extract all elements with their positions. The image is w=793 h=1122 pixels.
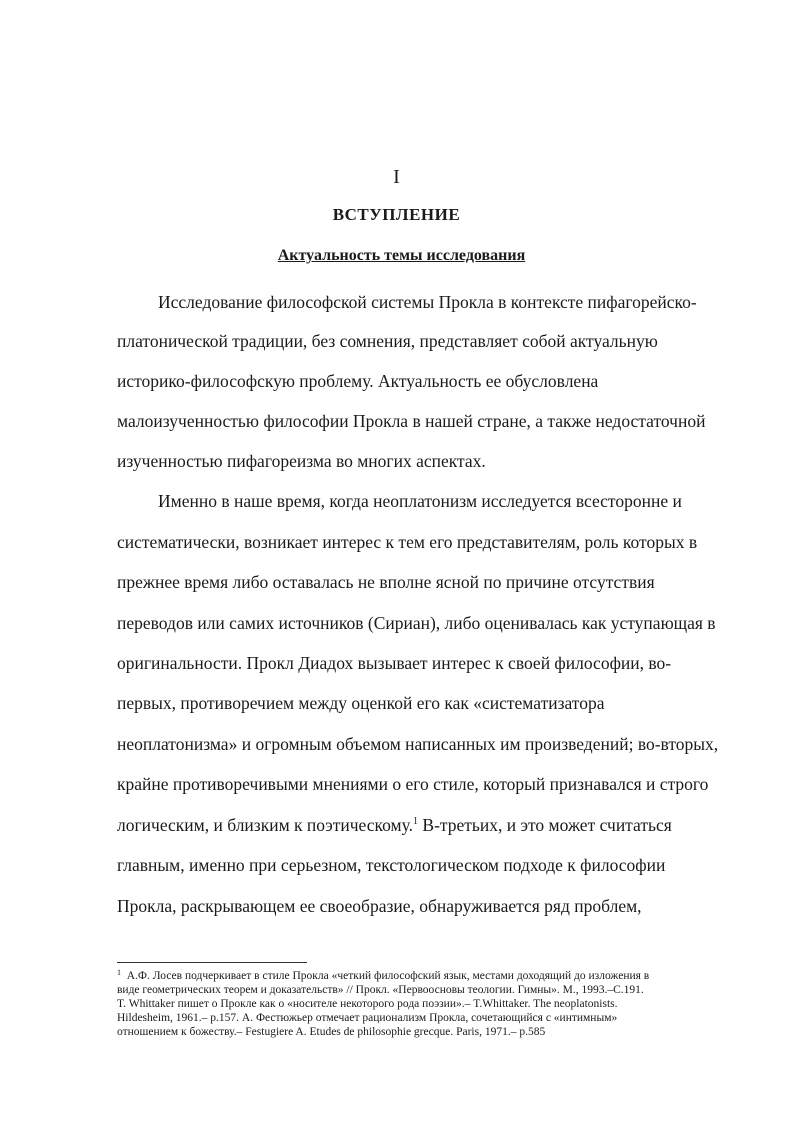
- footnote-divider: [117, 962, 307, 963]
- footnote-line: виде геометрических теорем и доказательств» // Прокл. «Первоосновы теологии. Гимны». М., 1993.–С.191.: [117, 984, 644, 996]
- text-line: Исследование философской системы Прокла в контексте пифагорейско-: [158, 292, 697, 312]
- footnote-text: А.Ф. Лосев подчеркивает в стиле Прокла «четкий философский язык, местами доходящий до изложения в: [126, 970, 650, 982]
- text-line: главным, именно при серьезном, текстологическом подходе к философии: [117, 855, 666, 875]
- chapter-number: I: [393, 166, 400, 188]
- footnote-line: отношением к божеству.– Festugiere A. Etudes de philosophie grecque. Paris, 1971.– p.585: [117, 1026, 546, 1038]
- text-line: переводов или самих источников (Сириан), либо оценивалась как уступающая в: [117, 613, 716, 633]
- text-line: прежнее время либо оставалась не вполне ясной по причине отсутствия: [117, 572, 655, 592]
- text-line: платонической традиции, без сомнения, представляет собой актуальную: [117, 331, 658, 351]
- footnote-line: T. Whittaker пишет о Прокле как о «носителе некоторого рода поэзии».– T.Whittaker. The neoplatonists.: [117, 998, 618, 1010]
- text-line: изученностью пифагореизма во многих аспектах.: [117, 451, 486, 471]
- text-fragment: В-третьих, и это может считаться: [422, 815, 672, 835]
- text-line: Прокла, раскрывающем ее своеобразие, обнаруживается ряд проблем,: [117, 896, 642, 916]
- footnote-line: [117, 969, 707, 983]
- text-line: Именно в наше время, когда неоплатонизм исследуется всесторонне и: [158, 491, 682, 511]
- text-line: систематически, возникает интерес к тем его представителям, роль которых в: [117, 532, 698, 552]
- page-title: ВСТУПЛЕНИЕ: [332, 205, 461, 224]
- text-line: историко-философскую проблему. Актуальность ее обусловлена: [117, 371, 599, 391]
- footnote-line: Hildesheim, 1961.– p.157. А. Фестюжьер отмечает рационализм Прокла, сочетающийся с «интимным»: [117, 1012, 618, 1024]
- text-line: крайне противоречивыми мнениями о его стиле, который признавался и строго: [117, 774, 709, 794]
- text-line: первых, противоречием между оценкой его как «систематизатора: [117, 693, 605, 713]
- text-line: оригинальности. Прокл Диадох вызывает интерес к своей философии, во-: [117, 653, 672, 673]
- text-line: малоизученностью философии Прокла в нашей стране, а также недостаточной: [117, 411, 706, 431]
- footnote-reference[interactable]: 1: [413, 816, 419, 827]
- text-line-with-footnote-ref: [117, 814, 727, 836]
- section-subtitle: Актуальность темы исследования: [277, 247, 526, 264]
- text-line: неоплатонизма» и огромным объемом написанных им произведений; во-вторых,: [117, 734, 719, 754]
- text-fragment: логическим, и близким к поэтическому.: [117, 815, 414, 835]
- footnote-marker: 1: [117, 968, 121, 977]
